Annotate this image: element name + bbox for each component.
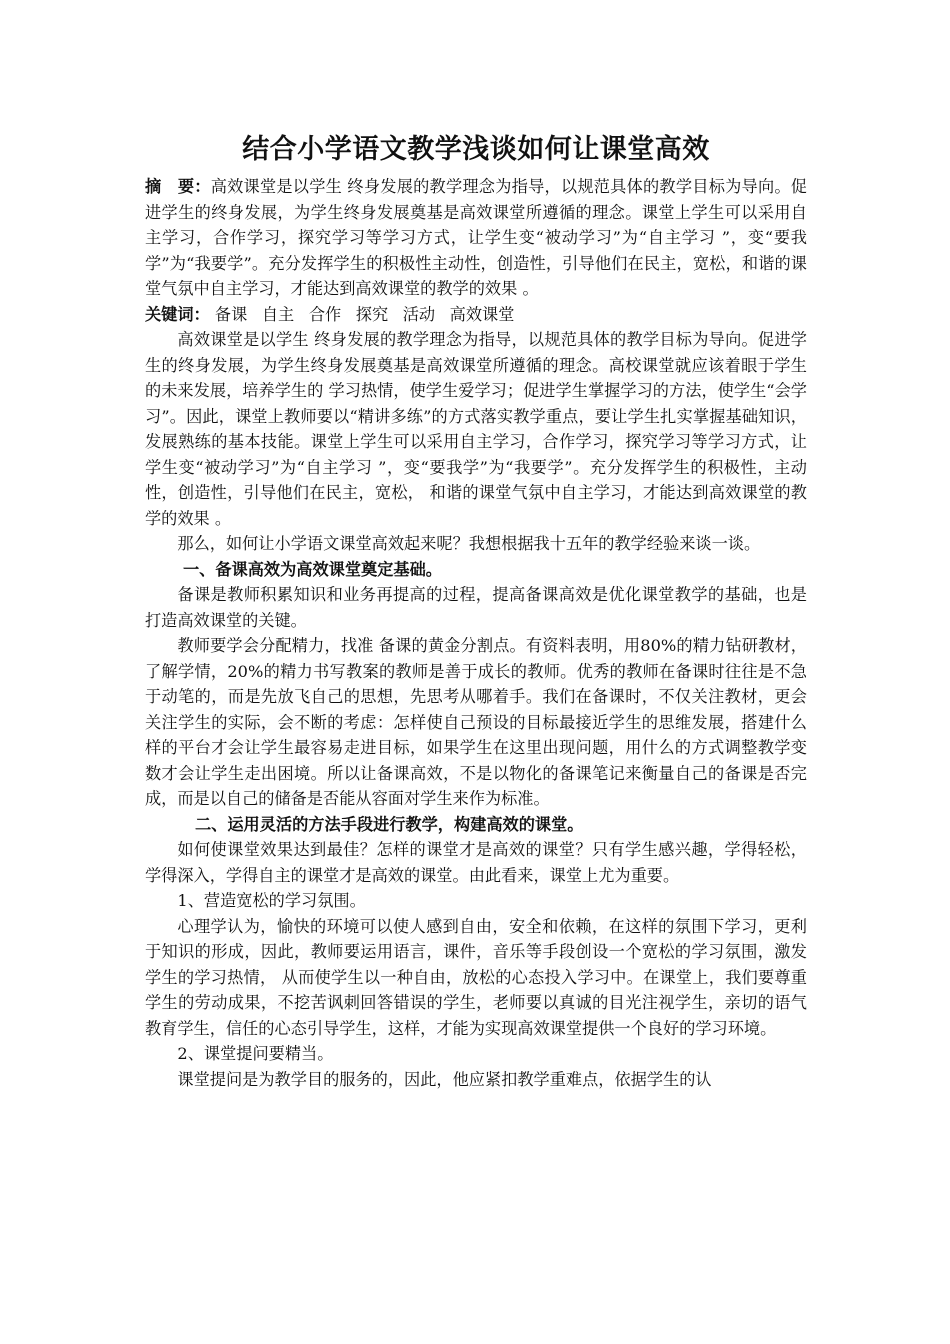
- keyword-item: 合作: [308, 304, 342, 324]
- keywords-line: [145, 302, 807, 328]
- document-page: [145, 130, 807, 1092]
- abstract-label: 摘 要：: [145, 177, 211, 196]
- keyword-item: 备课: [214, 304, 248, 324]
- body-paragraph: 如何使课堂效果达到最佳？怎样的课堂才是高效的课堂？只有学生感兴趣，学得轻松，学得深入，学得自主的课堂才是高效的课堂。由此看来，课堂上尤为重要。: [145, 840, 807, 885]
- subsection-heading: 1、营造宽松的学习氛围。: [177, 891, 366, 910]
- abstract-paragraph: [145, 174, 807, 302]
- body-paragraph: 课堂提问是为教学目的服务的，因此，他应紧扣教学重难点，依据学生的认: [177, 1069, 712, 1089]
- body-paragraph: 心理学认为，愉快的环境可以使人感到自由，安全和依赖，在这样的氛围下学习，更利于知识的形成，因此，教师要运用语言，课件，音乐等手段创设一个宽松的学习氛围，激发学生的学习热情， 从而使学生以一种自由，放松的心态投入学习中。在课堂上，我们要尊重学生的劳动成果，不挖苦讽刺回答错误的学生，老师要以真诚的目光注视学生，亲切的语气教育学生，信任的心态引导学生，这样，才能为实现高效课堂提供一个良好的学习环境。: [145, 916, 807, 1038]
- abstract-text: 高效课堂是以学生 终身发展的教学理念为指导，以规范具体的教学目标为导向。促进学生的终身发展，为学生终身发展奠基是高效课堂所遵循的理念。课堂上学生可以采用自主学习，合作学习，探究学习等学习方式，让学生变“被动学习”为“自主学习 ”，变“要我学”为“我要学”。充分发挥学生的积极性主动性，创造性，引导他们在民主，宽松，和谐的课堂气氛中自主学习，才能达到高效课堂的教学的效果 。: [145, 177, 807, 298]
- subsection-heading: 2、课堂提问要精当。: [177, 1044, 334, 1063]
- keywords-label: 关键词：: [145, 304, 210, 324]
- keyword-item: 探究: [355, 304, 389, 324]
- body-paragraph: 备课是教师积累知识和业务再提高的过程，提高备课高效是优化课堂教学的基础，也是打造高效课堂的关键。: [145, 585, 807, 630]
- body-paragraph: 那么，如何让小学语文课堂高效起来呢？我想根据我十五年的教学经验来谈一谈。: [177, 534, 761, 553]
- page-title: 结合小学语文教学浅谈如何让课堂高效: [242, 134, 710, 165]
- body-paragraph: 高效课堂是以学生 终身发展的教学理念为指导，以规范具体的教学目标为导向。促进学生的终身发展，为学生终身发展奠基是高效课堂所遵循的理念。高校课堂就应该着眼于学生的未来发展，培养学生的 学习热情，使学生爱学习；促进学生掌握学习的方法，使学生“会学习”。因此，课堂上教师要以“精讲多练”的方式落实教学重点，要让学生扎实掌握基础知识，发展熟练的基本技能。课堂上学生可以采用自主学习，合作学习，探究学习等学习方式，让学生变“被动学习”为“自主学习 ”，变“要我学”为“我要学”。充分发挥学生的积极性，主动性，创造性，引导他们在民主，宽松， 和谐的课堂气氛中自主学习，才能达到高效课堂的教学的效果 。: [145, 330, 807, 528]
- keyword-item: 高效课堂: [449, 304, 515, 324]
- section-heading: 一、备课高效为高效课堂奠定基础。: [183, 559, 442, 579]
- keyword-item: 活动: [402, 304, 436, 324]
- keyword-item: 自主: [261, 304, 295, 324]
- body-paragraph: 教师要学会分配精力，找准 备课的黄金分割点。有资料表明，用80%的精力钻研教材，了解学情，20%的精力书写教案的教师是善于成长的教师。优秀的教师在备课时往往是不急于动笔的，而是先放飞自己的思想，先思考从哪着手。我们在备课时，不仅关注教材，更会关注学生的实际，会不断的考虑：怎样使自己预设的目标最接近学生的思维发展，搭建什么样的平台才会让学生最容易走进目标，如果学生在这里出现问题，用什么的方式调整教学变数才会让学生走出困境。所以让备课高效，不是以物化的备课笔记来衡量自己的备课是否完成，而是以自己的储备是否能从容面对学生来作为标准。: [145, 636, 807, 808]
- section-heading: 二、运用灵活的方法手段进行教学，构建高效的课堂。: [195, 814, 584, 834]
